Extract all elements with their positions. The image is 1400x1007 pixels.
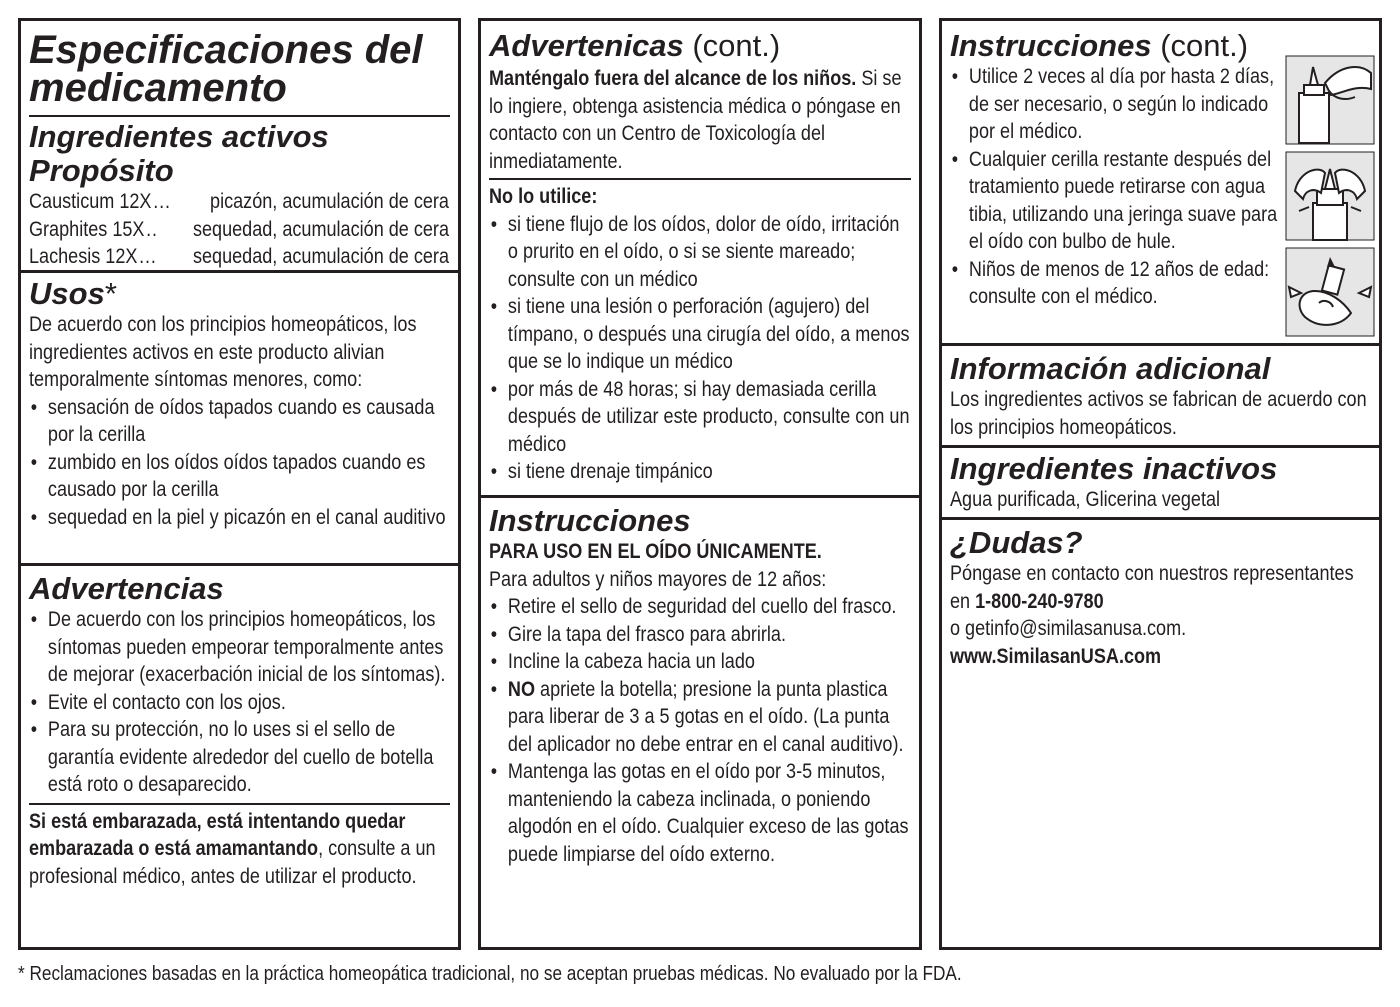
keep-away-bold: Manténgalo fuera del alcance de los niños. xyxy=(489,67,857,90)
list-item: • Incline la cabeza hacia un lado xyxy=(489,648,910,676)
section-warnings-cont xyxy=(481,21,919,498)
questions-text: Póngase en contacto con nuestros representantes en xyxy=(950,562,1354,613)
other-information-text: Los ingredientes activos se fabrican de acuerdo con los principios homeopáticos. xyxy=(950,388,1367,439)
twist-cap-illustration-icon xyxy=(1285,151,1375,241)
ingredient-leader-dots: ... xyxy=(139,245,157,268)
list-item: • Para su protección, no lo uses si el sello de garantía evidente alrededor del cuello de botella está roto o desaparecido. xyxy=(29,716,449,799)
list-item: • si tiene drenaje timpánico xyxy=(489,458,910,486)
directions-body xyxy=(489,538,910,868)
warnings-body xyxy=(29,606,449,799)
section-directions xyxy=(481,498,919,868)
section-active-ingredients xyxy=(21,21,458,273)
ingredient-purpose: sequedad, acumulación de cera xyxy=(192,245,449,268)
pregnancy-warning-bold: Si está embarazada, está intentando quedar embarazada o está amamantando xyxy=(29,809,406,860)
list-item: • sensación de oídos tapados cuando es causada por la cerilla xyxy=(29,394,449,449)
do-not-use-list xyxy=(489,211,910,486)
list-item: • por más de 48 horas; si hay demasiada cerilla después de utilizar este producto, consulte con un médico xyxy=(489,376,910,459)
list-item: • Evite el contacto con los ojos. xyxy=(29,689,449,717)
uses-intro: De acuerdo con los principios homeopáticos, los ingredientes activos en este producto alivian temporalmente síntomas menores, como: xyxy=(29,313,417,391)
inactive-ingredients-text: Agua purificada, Glicerina vegetal xyxy=(950,488,1221,511)
no-bold: NO xyxy=(507,677,536,701)
list-item: • Utilice 2 veces al día por hasta 2 días, de ser necesario, o según lo indicado por el médico. xyxy=(950,63,1290,146)
remove-seal-illustration-icon xyxy=(1285,55,1375,145)
list-item: • De acuerdo con los principios homeopáticos, los síntomas pueden empeorar temporalmente antes de mejorar (exacerbación inicial de los síntomas). xyxy=(29,606,449,689)
ingredient-name: Graphites 15X xyxy=(29,217,145,241)
section-directions-cont xyxy=(942,21,1379,346)
ingredients-list xyxy=(29,188,449,273)
ingredient-leader-dots: ... xyxy=(153,190,171,213)
other-information-heading: Información adicional xyxy=(950,351,1271,386)
section-other-information xyxy=(942,346,1379,448)
ingredients-heading: Ingredientes activos Propósito xyxy=(29,119,329,188)
ingredient-purpose: sequedad, acumulación de cera xyxy=(192,217,449,241)
questions-heading: ¿Dudas? xyxy=(950,525,1083,560)
warnings-list xyxy=(29,606,449,799)
phone-number[interactable]: 1-800-240-9780 xyxy=(975,589,1104,613)
questions-body xyxy=(950,560,1370,670)
adults-intro: Para adultos y niños mayores de 12 años: xyxy=(489,567,827,591)
ear-only-notice: PARA USO EN EL OÍDO ÚNICAMENTE. xyxy=(489,540,822,563)
directions-list xyxy=(489,593,910,676)
directions-list-extra xyxy=(489,676,910,869)
section-questions xyxy=(942,520,1379,670)
warnings-divider xyxy=(29,803,450,805)
uses-list xyxy=(29,394,449,532)
drug-facts-title xyxy=(29,21,450,110)
do-not-use-divider xyxy=(489,178,911,180)
list-item: • Gire la tapa del frasco para abrirla. xyxy=(489,621,910,649)
website-link[interactable]: www.SimilasanUSA.com xyxy=(950,644,1162,668)
title-divider xyxy=(29,115,450,117)
list-item: • sequedad en la piel y picazón en el canal auditivo xyxy=(29,504,449,532)
list-item: • Niños de menos de 12 años de edad: consulte con el médico. xyxy=(950,256,1290,311)
directions-cont-title: Instrucciones xyxy=(950,28,1152,63)
drug-facts-title-line1: Especificaciones del xyxy=(29,28,423,72)
list-item: • si tiene una lesión o perforación (agujero) del tímpano, o después una cirugía del oído, a menos que se lo indique un médico xyxy=(489,293,910,376)
list-item: • Cualquier cerilla restante después del tratamiento puede retirarse con agua tibia, utilizando una jeringa suave para el oído con bulbo de hule. xyxy=(950,146,1290,256)
pregnancy-warning-text: , consulte a un profesional médico, antes de utilizar el producto. xyxy=(29,837,436,888)
uses-body xyxy=(29,311,449,531)
keep-away-warning xyxy=(489,65,910,175)
section-warnings xyxy=(21,566,458,890)
ingredient-row xyxy=(29,188,449,216)
ear-drops-illustration-icon xyxy=(1285,247,1375,337)
directions-cont-body xyxy=(950,63,1290,311)
ingredient-name: Lachesis 12X xyxy=(29,245,138,268)
directions-heading: Instrucciones xyxy=(489,503,691,538)
list-item xyxy=(489,676,910,759)
cont-label: (cont.) xyxy=(1160,28,1249,63)
ingredient-row xyxy=(29,243,449,271)
no-squeeze-text: apriete la botella; presione la punta plastica para liberar de 3 a 5 gotas en el oído. (La punta del aplicador no debe entrar en el canal auditivo). xyxy=(507,677,904,756)
keep-drops-text: Mantenga las gotas en el oído por 3-5 minutos, manteniendo la cabeza inclinada, o poniendo algodón en el oído. Cualquier exceso de las gotas puede limpiarse del oído externo. xyxy=(507,760,909,866)
footnote: * Reclamaciones basadas en la práctica homeopática tradicional, no se aceptan pruebas médicas. No evaluado por la FDA. xyxy=(18,963,962,985)
uses-title: Usos xyxy=(29,276,105,311)
ingredient-row xyxy=(29,216,449,244)
do-not-use-heading: No lo utilice: xyxy=(489,185,598,208)
uses-asterisk: * xyxy=(104,276,117,311)
ingredient-purpose: picazón, acumulación de cera xyxy=(210,190,449,213)
section-inactive-ingredients xyxy=(942,448,1379,520)
do-not-use-body xyxy=(489,183,910,486)
column-warnings-directions xyxy=(478,18,922,950)
warnings-cont-title: Advertenicas xyxy=(489,28,684,63)
ingredient-name: Causticum 12X xyxy=(29,190,152,213)
list-item: • si tiene flujo de los oídos, dolor de oído, irritación o prurito en el oído, o si se siente mareado; consulte con un médico xyxy=(489,211,910,294)
warnings-cont-heading xyxy=(489,29,911,63)
list-item xyxy=(489,758,910,868)
directions-cont-list xyxy=(950,63,1290,311)
keep-away-text: Si se lo ingiere, obtenga asistencia médica o póngase en contacto con un Centro de Toxicología del inmediatamente. xyxy=(489,67,902,173)
list-item: • Retire el sello de seguridad del cuello del frasco. xyxy=(489,593,910,621)
list-item: • zumbido en los oídos oídos tapados cuando es causado por la cerilla xyxy=(29,449,449,504)
cont-label: (cont.) xyxy=(692,28,781,63)
drug-facts-title-line2: medicamento xyxy=(29,66,287,110)
ingredient-leader-dots: .. xyxy=(146,217,158,241)
email-link[interactable]: o getinfo@similasanusa.com. xyxy=(950,617,1187,640)
inactive-ingredients-heading: Ingredientes inactivos xyxy=(950,451,1278,486)
pregnancy-warning xyxy=(29,808,449,891)
warnings-heading: Advertencias xyxy=(29,571,224,606)
uses-heading xyxy=(29,277,450,311)
column-directions-info xyxy=(939,18,1382,950)
section-uses xyxy=(21,273,458,566)
column-drug-facts xyxy=(18,18,461,950)
